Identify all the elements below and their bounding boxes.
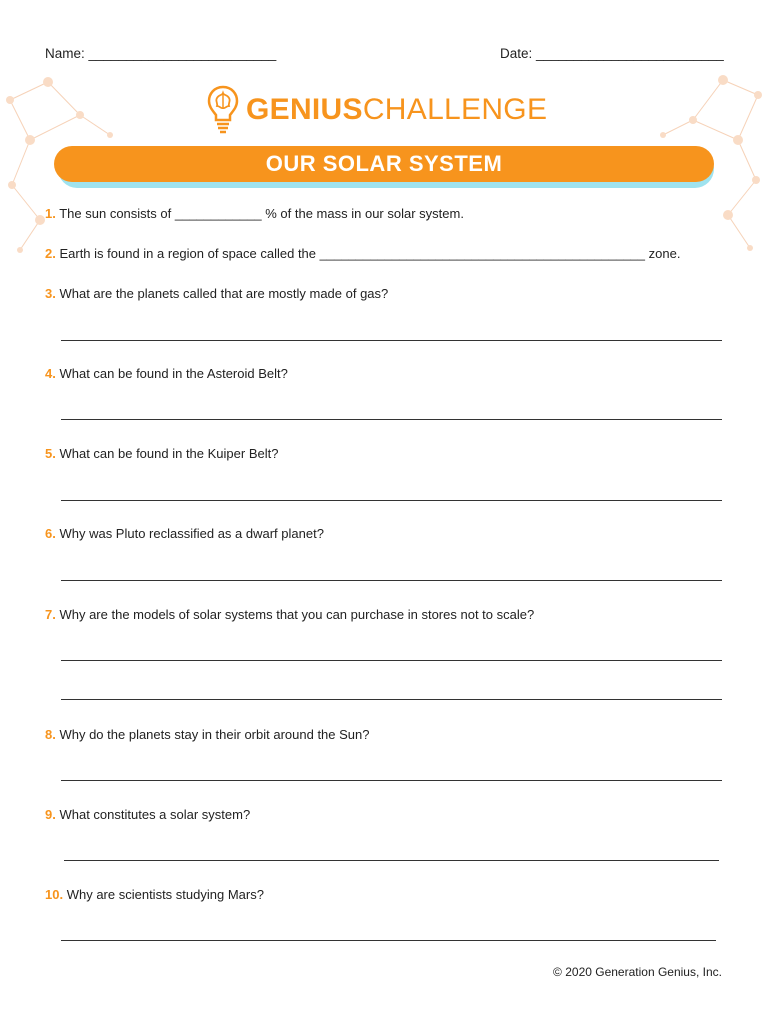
question-7 <box>45 607 534 622</box>
answer-line[interactable] <box>61 580 722 581</box>
question-number: 9. <box>45 807 56 822</box>
question-text: Why are scientists studying Mars? <box>66 887 264 902</box>
question-text: What constitutes a solar system? <box>59 807 251 822</box>
logo-word-genius: GENIUS <box>246 93 363 126</box>
answer-line[interactable] <box>61 940 716 941</box>
answer-line[interactable] <box>61 340 722 341</box>
date-label: Date: <box>500 46 533 61</box>
genius-challenge-logo <box>206 84 547 136</box>
date-blank[interactable]: _________________________ <box>536 46 724 61</box>
answer-line[interactable] <box>64 860 719 861</box>
question-number: 3. <box>45 286 56 301</box>
question-number: 4. <box>45 366 56 381</box>
question-text: What can be found in the Kuiper Belt? <box>59 446 279 461</box>
question-text-end: % of the mass in our solar system. <box>265 206 464 221</box>
question-10 <box>45 887 264 902</box>
page-title: OUR SOLAR SYSTEM <box>265 151 503 176</box>
question-text: Why was Pluto reclassified as a dwarf planet? <box>59 526 324 541</box>
lightbulb-brain-icon <box>206 84 240 136</box>
question-number: 7. <box>45 607 56 622</box>
logo-word-challenge: CHALLENGE <box>362 93 548 126</box>
question-text: Why do the planets stay in their orbit around the Sun? <box>59 727 370 742</box>
name-label: Name: <box>45 46 85 61</box>
answer-line[interactable] <box>61 780 722 781</box>
question-number: 5. <box>45 446 56 461</box>
question-2 <box>45 246 680 261</box>
answer-line[interactable] <box>61 699 722 700</box>
question-number: 10. <box>45 887 64 902</box>
question-text: What can be found in the Asteroid Belt? <box>59 366 288 381</box>
name-blank[interactable]: _________________________ <box>88 46 277 61</box>
question-9 <box>45 807 250 822</box>
answer-line[interactable] <box>61 660 722 661</box>
question-6 <box>45 526 324 541</box>
question-text: The sun consists of <box>59 206 172 221</box>
question-number: 8. <box>45 727 56 742</box>
date-field[interactable] <box>500 46 724 61</box>
question-text: Earth is found in a region of space called the <box>59 246 317 261</box>
question-5 <box>45 446 278 461</box>
question-8 <box>45 727 370 742</box>
question-number: 2. <box>45 246 56 261</box>
copyright-text: © 2020 Generation Genius, Inc. <box>553 965 722 979</box>
answer-line[interactable] <box>61 500 722 501</box>
answer-blank[interactable]: _____________________________________________ <box>319 246 646 261</box>
name-field[interactable] <box>45 46 276 61</box>
answer-line[interactable] <box>61 419 722 420</box>
question-text: What are the planets called that are mostly made of gas? <box>59 286 389 301</box>
question-3 <box>45 286 388 301</box>
question-number: 6. <box>45 526 56 541</box>
title-banner <box>54 146 714 182</box>
question-number: 1. <box>45 206 56 221</box>
question-text-end: zone. <box>648 246 681 261</box>
question-4 <box>45 366 288 381</box>
question-text: Why are the models of solar systems that you can purchase in stores not to scale? <box>59 607 535 622</box>
question-1 <box>45 206 464 221</box>
answer-blank[interactable]: ____________ <box>174 206 262 221</box>
logo-wordmark <box>246 95 547 125</box>
